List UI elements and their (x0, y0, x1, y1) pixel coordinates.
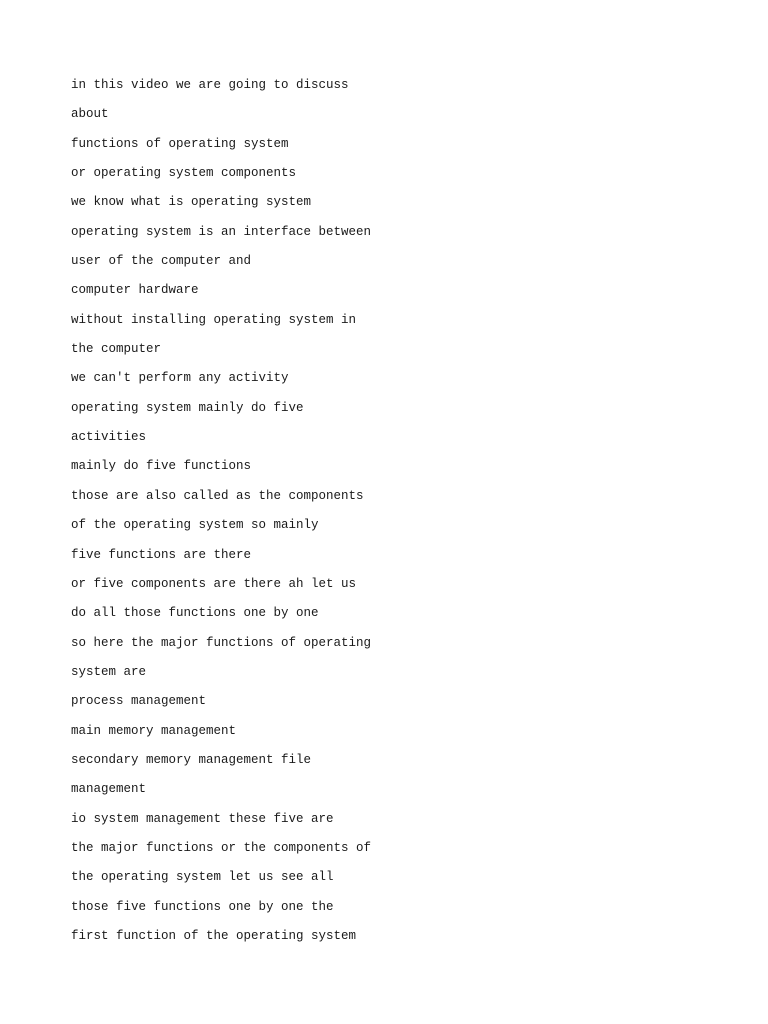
transcript-line: io system management these five are (71, 811, 334, 826)
transcript-line: the operating system let us see all (71, 870, 334, 885)
transcript-line: or operating system components (71, 166, 297, 181)
transcript-line: process management (71, 694, 207, 709)
transcript-line: about (71, 107, 109, 122)
transcript-line: system are (71, 664, 147, 679)
transcript-line: operating system is an interface between (71, 224, 372, 239)
transcript-line: without installing operating system in (71, 312, 357, 327)
transcript-line: management (71, 782, 147, 797)
transcript-line: of the operating system so mainly (71, 518, 319, 533)
transcript-line: secondary memory management file (71, 752, 312, 767)
transcript-line: in this video we are going to discuss (71, 78, 349, 92)
transcript-line: functions of operating system (71, 136, 289, 151)
transcript-line: activities (71, 430, 147, 445)
transcript-line: computer hardware (71, 283, 199, 298)
transcript-text (71, 71, 371, 951)
transcript-line: first function of the operating system (71, 928, 357, 943)
transcript-line: those five functions one by one the (71, 899, 334, 914)
transcript-line: we can't perform any activity (71, 371, 289, 386)
transcript-line: or five components are there ah let us (71, 576, 357, 591)
transcript-line: those are also called as the components (71, 488, 364, 503)
transcript-line: operating system mainly do five (71, 400, 304, 415)
transcript-line: user of the computer and (71, 254, 252, 269)
transcript-line: mainly do five functions (71, 459, 252, 474)
transcript-line: so here the major functions of operating (71, 635, 372, 650)
transcript-line: the major functions or the components of (71, 840, 372, 855)
transcript-line: main memory management (71, 723, 237, 738)
transcript-line: we know what is operating system (71, 195, 312, 210)
transcript-line: five functions are there (71, 547, 252, 562)
transcript-line: the computer (71, 342, 162, 357)
transcript-line: do all those functions one by one (71, 606, 319, 621)
